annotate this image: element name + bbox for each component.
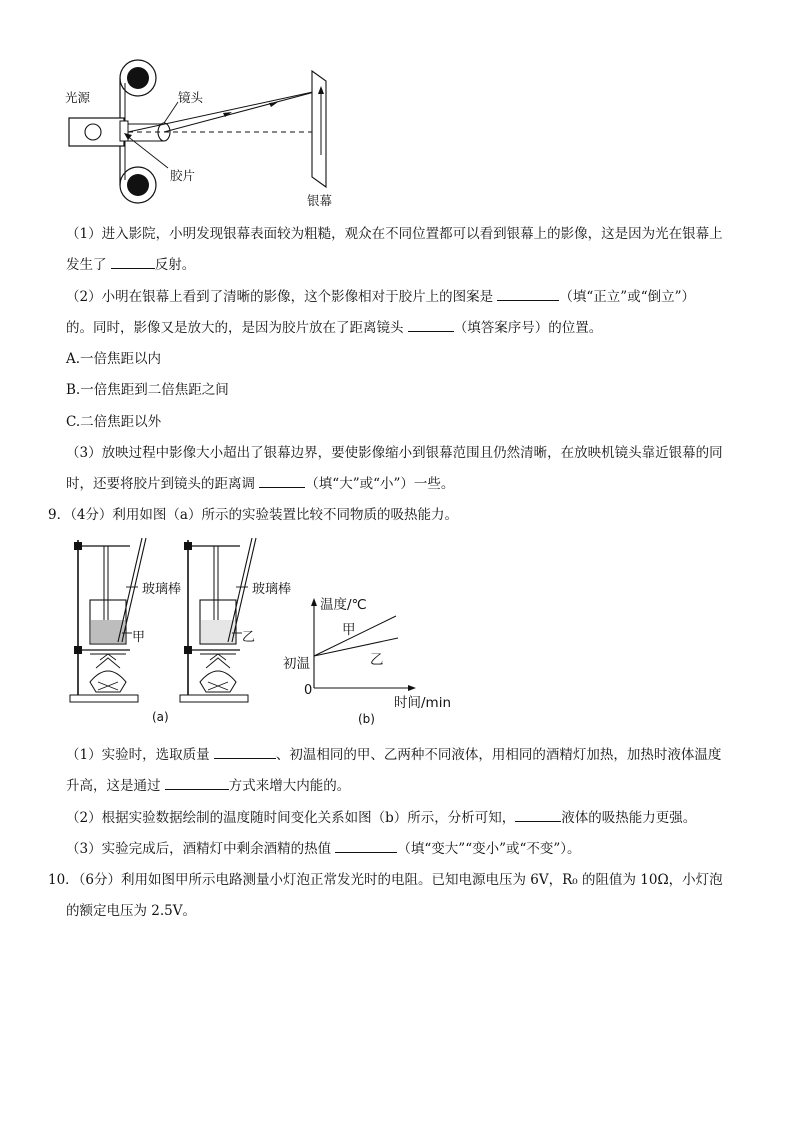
answer-blank[interactable] [165,777,229,790]
line-label-jia: 甲 [342,622,356,638]
rod-label-1: 玻璃棒 [142,582,182,597]
projector-figure [60,55,380,215]
q8-part1-line1: （1）进入影院，小明发现银幕表面较为粗糙，观众在不同位置都可以看到银幕上的影像，这是因为光在银幕上 [66,226,723,242]
q9-part1-line1: （1）实验时，选取质量 、初温相同的甲、乙两种不同液体，用相同的酒精灯加热，加热时液体温度 [66,747,722,763]
q8-part1-line2: 发生了 反射。 [66,257,196,273]
q9-part3: （3）实验完成后，酒精灯中剩余酒精的热值 （填“变大”“变小”或“不变”）。 [66,841,581,857]
q8-option-b: B.一倍焦距到二倍焦距之间 [66,382,229,398]
rod-label-2: 玻璃棒 [252,582,292,597]
answer-blank[interactable] [111,256,155,269]
line-yi [314,638,398,656]
film-label: 胶片 [170,168,196,183]
liquid-label-jia: 甲 [132,630,146,645]
answer-blank[interactable] [214,746,276,759]
origin-label: 0 [304,683,313,698]
figure-a-caption: (a) [152,710,169,724]
answer-blank[interactable] [408,319,454,332]
x-axis-label: 时间/min [394,695,452,711]
q8-part2-line2: 的。同时，影像又是放大的，是因为胶片放在了距离镜头 （填答案序号）的位置。 [66,320,603,336]
q8-part3-line1: （3）放映过程中影像大小超出了银幕边界，要使影像缩小到银幕范围且仍然清晰，在放映机镜头靠近银幕的同 [66,445,723,461]
answer-blank[interactable] [497,288,559,301]
liquid-label-yi: 乙 [242,630,256,645]
q10-line1: 10．（6分）利用如图甲所示电路测量小灯泡正常发光时的电阻。已知电源电压为 6V，R₀ 的阻值为 10Ω，小灯泡 [48,872,723,888]
lab-stands-diagram [60,532,313,732]
y-axis-label: 温度/℃ [320,597,367,613]
lens-label: 镜头 [178,90,204,105]
line-label-yi: 乙 [370,652,384,668]
answer-blank[interactable] [259,475,305,488]
figure-b-caption: (b) [358,712,375,726]
q9-part2: （2）根据实验数据绘制的温度随时间变化关系如图（b）所示，分析可知， 液体的吸热能力更强。 [66,810,697,826]
screen-label: 银幕 [307,193,333,208]
q8-part2-line1: （2）小明在银幕上看到了清晰的影像，这个影像相对于胶片上的图案是 （填“正立”或“倒立”） [66,289,695,305]
initial-temp-label: 初温 [283,656,310,672]
q8-option-a: A.一倍焦距以内 [66,351,162,367]
answer-blank[interactable] [515,809,561,822]
q8-part3-line2: 时，还要将胶片到镜头的距离调 （填“大”或“小”）一些。 [66,476,455,492]
q10-line2: 的额定电压为 2.5V。 [66,903,197,919]
q8-option-c: C.二倍焦距以外 [66,414,162,430]
figure-a-apparatus [60,532,313,732]
answer-blank[interactable] [335,840,397,853]
light-source-label: 光源 [65,90,91,105]
q9-stem: 9．（4分）利用如图（a）所示的实验装置比较不同物质的吸热能力。 [48,507,458,523]
figure-b-graph [280,590,470,735]
q9-part1-line2: 升高，这是通过 方式来增大内能的。 [66,778,351,794]
